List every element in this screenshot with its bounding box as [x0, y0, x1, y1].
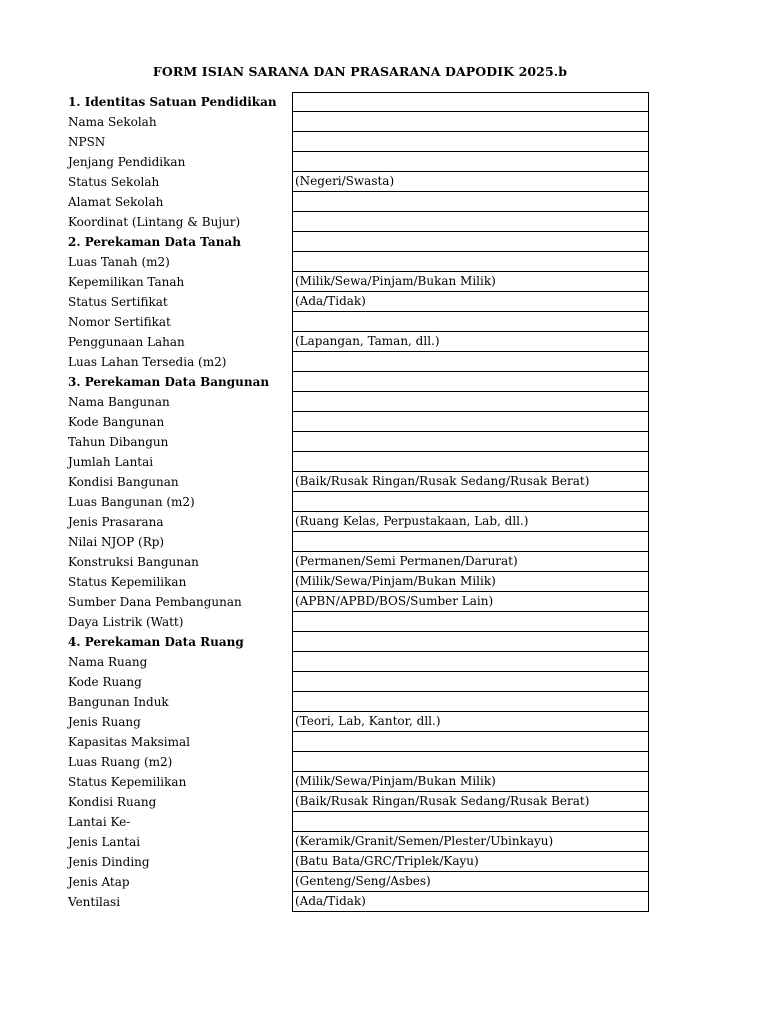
form-row — [68, 132, 650, 152]
form-row — [68, 692, 650, 712]
field-input-cell[interactable] — [292, 252, 649, 272]
field-input-cell[interactable] — [292, 392, 649, 412]
field-label: Jenis Dinding — [68, 855, 150, 869]
field-label: Koordinat (Lintang & Bujur) — [68, 215, 241, 229]
field-label: Nama Ruang — [68, 655, 148, 669]
field-input-cell[interactable] — [292, 672, 649, 692]
form-row — [68, 732, 650, 752]
form-row — [68, 432, 650, 452]
form-row — [68, 792, 650, 812]
field-label: Penggunaan Lahan — [68, 335, 185, 349]
field-label: NPSN — [68, 135, 106, 149]
field-input-cell[interactable]: (Baik/Rusak Ringan/Rusak Sedang/Rusak Berat) — [292, 472, 649, 492]
field-input-cell[interactable]: (Milik/Sewa/Pinjam/Bukan Milik) — [292, 272, 649, 292]
form-row — [68, 312, 650, 332]
field-input-cell[interactable] — [292, 432, 649, 452]
field-input-cell[interactable] — [292, 492, 649, 512]
field-input-cell[interactable] — [292, 652, 649, 672]
form-row — [68, 92, 650, 112]
form-row — [68, 712, 650, 732]
field-input-cell[interactable] — [292, 752, 649, 772]
form-row — [68, 532, 650, 552]
field-label: Kondisi Ruang — [68, 795, 157, 809]
form-row — [68, 372, 650, 392]
field-input-cell[interactable]: (Permanen/Semi Permanen/Darurat) — [292, 552, 649, 572]
form-row — [68, 272, 650, 292]
field-input-cell[interactable] — [292, 812, 649, 832]
form-row — [68, 252, 650, 272]
field-input-cell[interactable] — [292, 192, 649, 212]
field-input-cell[interactable] — [292, 92, 649, 112]
field-input-cell[interactable]: (Baik/Rusak Ringan/Rusak Sedang/Rusak Berat) — [292, 792, 649, 812]
form-table — [68, 92, 650, 912]
field-label: Jenis Ruang — [68, 715, 141, 729]
form-row — [68, 172, 650, 192]
form-row — [68, 232, 650, 252]
field-label: Ventilasi — [68, 895, 121, 909]
field-label: Jenis Prasarana — [68, 515, 164, 529]
form-row — [68, 492, 650, 512]
field-label: Status Kepemilikan — [68, 575, 187, 589]
field-label: Luas Bangunan (m2) — [68, 495, 195, 509]
form-row — [68, 572, 650, 592]
field-label: Status Kepemilikan — [68, 775, 187, 789]
section-heading: 2. Perekaman Data Tanah — [68, 235, 241, 249]
field-label: Jenis Atap — [68, 875, 130, 889]
field-input-cell[interactable] — [292, 692, 649, 712]
section-heading: 4. Perekaman Data Ruang — [68, 635, 244, 649]
field-label: Jenis Lantai — [68, 835, 141, 849]
form-row — [68, 152, 650, 172]
field-label: Status Sekolah — [68, 175, 160, 189]
field-input-cell[interactable] — [292, 132, 649, 152]
field-label: Bangunan Induk — [68, 695, 169, 709]
field-input-cell[interactable] — [292, 112, 649, 132]
field-label: Luas Lahan Tersedia (m2) — [68, 355, 227, 369]
field-input-cell[interactable]: (Ruang Kelas, Perpustakaan, Lab, dll.) — [292, 512, 649, 532]
field-label: Kepemilikan Tanah — [68, 275, 185, 289]
form-row — [68, 652, 650, 672]
field-label: Jumlah Lantai — [68, 455, 154, 469]
field-input-cell[interactable]: (Milik/Sewa/Pinjam/Bukan Milik) — [292, 572, 649, 592]
field-input-cell[interactable]: (APBN/APBD/BOS/Sumber Lain) — [292, 592, 649, 612]
field-input-cell[interactable]: (Ada/Tidak) — [292, 292, 649, 312]
form-row — [68, 832, 650, 852]
field-label: Kondisi Bangunan — [68, 475, 179, 489]
form-row — [68, 552, 650, 572]
section-heading: 1. Identitas Satuan Pendidikan — [68, 95, 277, 109]
field-input-cell[interactable] — [292, 372, 649, 392]
field-input-cell[interactable] — [292, 312, 649, 332]
field-label: Konstruksi Bangunan — [68, 555, 199, 569]
form-row — [68, 392, 650, 412]
field-label: Jenjang Pendidikan — [68, 155, 186, 169]
field-label: Kapasitas Maksimal — [68, 735, 190, 749]
field-input-cell[interactable] — [292, 632, 649, 652]
field-label: Alamat Sekolah — [68, 195, 164, 209]
field-input-cell[interactable] — [292, 152, 649, 172]
form-row — [68, 672, 650, 692]
field-input-cell[interactable] — [292, 452, 649, 472]
field-label: Daya Listrik (Watt) — [68, 615, 184, 629]
field-label: Kode Ruang — [68, 675, 142, 689]
form-row — [68, 812, 650, 832]
form-row — [68, 512, 650, 532]
form-row — [68, 352, 650, 372]
field-label: Lantai Ke- — [68, 815, 131, 829]
form-row — [68, 212, 650, 232]
form-row — [68, 192, 650, 212]
form-row — [68, 112, 650, 132]
field-label: Sumber Dana Pembangunan — [68, 595, 242, 609]
field-input-cell[interactable] — [292, 412, 649, 432]
field-input-cell[interactable]: (Negeri/Swasta) — [292, 172, 649, 192]
form-row — [68, 592, 650, 612]
field-input-cell[interactable] — [292, 732, 649, 752]
field-input-cell[interactable]: (Keramik/Granit/Semen/Plester/Ubinkayu) — [292, 832, 649, 852]
form-row — [68, 892, 650, 912]
field-label: Nilai NJOP (Rp) — [68, 535, 165, 549]
form-title: FORM ISIAN SARANA DAN PRASARANA DAPODIK 2025.b — [152, 64, 568, 79]
field-input-cell[interactable] — [292, 352, 649, 372]
form-row — [68, 752, 650, 772]
field-input-cell[interactable]: (Teori, Lab, Kantor, dll.) — [292, 712, 649, 732]
field-input-cell[interactable] — [292, 612, 649, 632]
field-input-cell[interactable]: (Genteng/Seng/Asbes) — [292, 872, 649, 892]
field-input-cell[interactable]: (Milik/Sewa/Pinjam/Bukan Milik) — [292, 772, 649, 792]
field-label: Tahun Dibangun — [68, 435, 169, 449]
field-input-cell[interactable]: (Batu Bata/GRC/Triplek/Kayu) — [292, 852, 649, 872]
field-label: Luas Ruang (m2) — [68, 755, 173, 769]
field-input-cell[interactable]: (Lapangan, Taman, dll.) — [292, 332, 649, 352]
field-input-cell[interactable] — [292, 232, 649, 252]
section-heading: 3. Perekaman Data Bangunan — [68, 375, 270, 389]
form-row — [68, 292, 650, 312]
field-label: Kode Bangunan — [68, 415, 165, 429]
field-input-cell[interactable]: (Ada/Tidak) — [292, 892, 649, 912]
field-label: Nama Bangunan — [68, 395, 170, 409]
field-label: Luas Tanah (m2) — [68, 255, 170, 269]
field-label: Status Sertifikat — [68, 295, 168, 309]
field-input-cell[interactable] — [292, 212, 649, 232]
form-row — [68, 612, 650, 632]
form-row — [68, 852, 650, 872]
form-row — [68, 472, 650, 492]
form-row — [68, 632, 650, 652]
form-row — [68, 872, 650, 892]
form-row — [68, 332, 650, 352]
field-input-cell[interactable] — [292, 532, 649, 552]
field-label: Nomor Sertifikat — [68, 315, 171, 329]
form-row — [68, 412, 650, 432]
form-row — [68, 452, 650, 472]
field-label: Nama Sekolah — [68, 115, 157, 129]
form-row — [68, 772, 650, 792]
